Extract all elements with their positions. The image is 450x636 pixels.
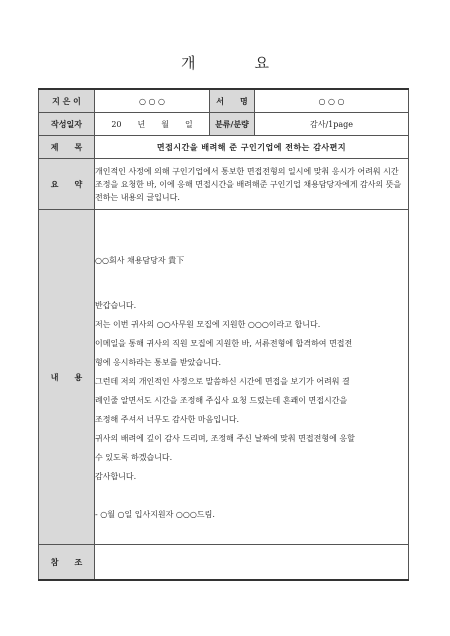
author-row: [39, 89, 409, 113]
author-value: ○ ○ ○: [95, 89, 210, 113]
letter-recipient: ○○회사 채용담당자 貴下: [95, 256, 185, 265]
letter-line: 귀사의 배려에 깊이 감사 드리며, 조정해 주신 날짜에 맞춰 면접전형에 응할: [95, 434, 355, 443]
signature-value: ○ ○ ○: [255, 89, 409, 113]
letter-line: 형에 응시하라는 통보를 받았습니다.: [95, 358, 222, 367]
summary-label: 요 약: [39, 159, 95, 210]
subject-label: 제 목: [39, 136, 95, 159]
date-value: 20 년 월 일: [95, 113, 210, 136]
category-value: 감사/1page: [255, 113, 409, 136]
letter-line: 이메일을 통해 귀사의 직원 모집에 지원한 바, 서류전형에 합격하여 면접전: [95, 339, 353, 348]
date-row: [39, 113, 409, 136]
reference-value: [95, 545, 409, 581]
letter-line: 그런데 저의 개인적인 사정으로 말씀하신 시간에 면접을 보기가 어려워 결: [95, 377, 350, 386]
category-label: 분류/분량: [210, 113, 255, 136]
subject-value: 면접시간을 배려해 준 구인기업에 전하는 감사편지: [95, 136, 409, 159]
letter-body: [95, 210, 409, 545]
letter-line: 수 있도록 하겠습니다.: [95, 453, 173, 462]
letter-greeting: 반갑습니다.: [95, 301, 137, 310]
reference-row: [39, 545, 409, 581]
content-row: [39, 210, 409, 545]
reference-label: 참 조: [39, 545, 95, 581]
page-title: 개 요: [181, 54, 291, 72]
letter-signoff: - ○월 ○일 입사지원자 ○○○드림.: [95, 510, 215, 519]
letter-line: 조정해 주셔서 너무도 감사한 마음입니다.: [95, 415, 240, 424]
letter-closing: 감사합니다.: [95, 472, 137, 481]
signature-label: 서 명: [210, 89, 255, 113]
letter-line: 저는 이번 귀사의 ○○사무원 모집에 지원한 ○○○이라고 합니다.: [95, 320, 321, 329]
date-label: 작성일자: [39, 113, 95, 136]
letter-line: 례인줄 알면서도 시간을 조정해 주십사 요청 드렸는데 흔쾌이 면접시간을: [95, 396, 348, 405]
summary-row: [39, 159, 409, 210]
content-label: 내 용: [39, 210, 95, 545]
summary-value: 개인적인 사정에 의해 구인기업에서 통보한 면접전형의 일시에 맞춰 응시가 어려워 시간 조정을 요청한 바, 이에 응해 면접시간을 배려해준 구인기업 채용담당자에게 감사의 뜻을 전하는 내용의 글입니다.: [95, 159, 409, 210]
document-form-table: [38, 88, 409, 581]
author-label: 지 은 이: [39, 89, 95, 113]
subject-row: [39, 136, 409, 159]
